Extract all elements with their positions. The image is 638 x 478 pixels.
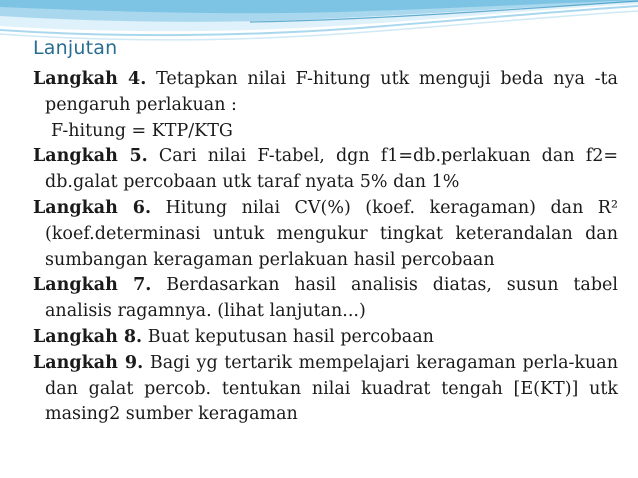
step-formula: F-hitung = KTP/KTG xyxy=(51,120,233,141)
step-6 xyxy=(33,196,618,273)
step-text: Hitung nilai CV(%) (koef. keragaman) dan R² (koef.determinasi untuk mengukur tingkat keterandalan dan sumbangan keragaman perlakuan hasil percobaan xyxy=(45,197,618,270)
slide-title: Lanjutan xyxy=(33,37,118,59)
step-text: Berdasarkan hasil analisis diatas, susun tabel analisis ragamnya. (lihat lanjutan...) xyxy=(45,275,618,322)
step-8 xyxy=(33,325,618,351)
step-9 xyxy=(33,351,618,428)
step-text: Buat keputusan hasil percobaan xyxy=(147,326,434,347)
step-5 xyxy=(33,144,618,196)
step-label: Langkah 7. xyxy=(33,275,152,296)
step-label: Langkah 6. xyxy=(33,197,152,218)
step-text: Bagi yg tertarik mempelajari keragaman perla-kuan dan galat percob. tentukan nilai kuadrat tengah [E(KT)] utk masing2 sumber keragaman xyxy=(45,352,618,425)
step-4 xyxy=(33,67,618,144)
step-7 xyxy=(33,273,618,325)
step-label: Langkah 4. xyxy=(33,69,147,89)
steps-list xyxy=(33,67,618,428)
step-label: Langkah 8. xyxy=(33,326,143,347)
step-text: Tetapkan nilai F-hitung utk menguji beda nya -ta pengaruh perlakuan : xyxy=(45,69,618,115)
step-label: Langkah 9. xyxy=(33,352,144,373)
step-label: Langkah 5. xyxy=(33,146,148,167)
step-text: Cari nilai F-tabel, dgn f1=db.perlakuan dan f2= db.galat percobaan utk taraf nyata 5% dan 1% xyxy=(45,146,618,193)
